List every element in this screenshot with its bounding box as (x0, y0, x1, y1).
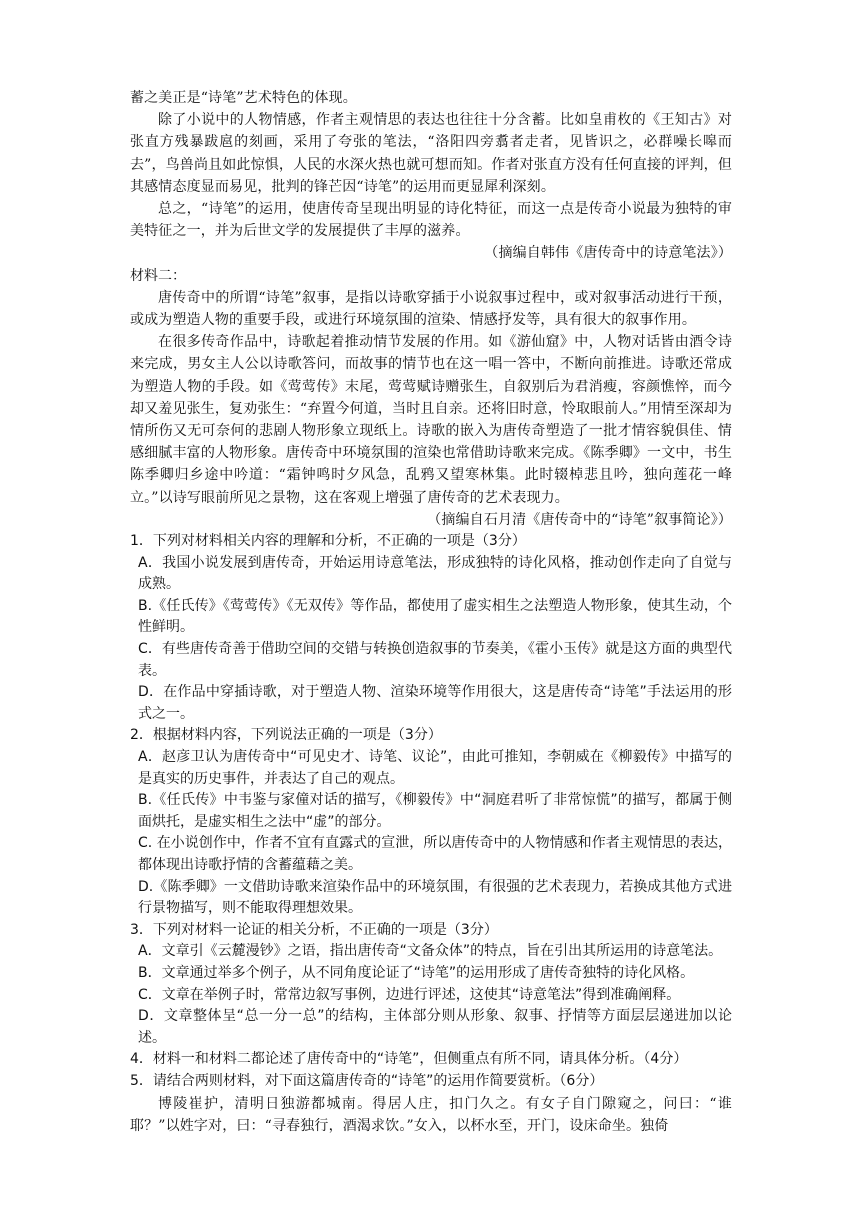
material2-paragraph: 唐传奇中的所谓“诗笔”叙事，是指以诗歌穿插于小说叙事过程中，或对叙事活动进行干预，或成为塑造人物的重要手段，或进行环境氛围的渲染、情感抒发等，具有很大的叙事作用。 (130, 289, 732, 329)
material1-source: （摘编自韩伟《唐传奇中的诗意笔法》） (484, 245, 732, 262)
material2-source: （摘编自石月清《唐传奇中的“诗笔”叙事简论》） (427, 511, 732, 528)
option-d: D．在作品中穿插诗歌，对于塑造人物、渲染环境等作用很大，这是唐传奇“诗笔”手法运用的形式之一。 (138, 684, 732, 722)
question-1 (130, 531, 732, 725)
material1-paragraph: 总之，“诗笔”的运用，使唐传奇呈现出明显的诗化特征，而这一点是传奇小说最为独特的审美特征之一，并为后世文学的发展提供了丰厚的滋养。 (130, 201, 732, 240)
question-5: 5．请结合两则材料，对下面这篇唐传奇的“诗笔”的运用作简要赏析。（6分） (130, 1072, 604, 1089)
question-2 (130, 725, 732, 919)
question-stem: 3．下列对材料一论证的相关分析，不正确的一项是（3分） (130, 921, 498, 938)
material2-heading: 材料二： (130, 267, 186, 284)
option-a: A．我国小说发展到唐传奇，开始运用诗意笔法，形成独特的诗化风格，推动创作走向了自觉与成熟。 (138, 554, 732, 593)
option-a: A．赵彦卫认为唐传奇中“可见史才、诗笔、议论”，由此可推知，李朝威在《柳毅传》中描写的是真实的历史事件，并表达了自己的观点。 (138, 749, 732, 787)
question-4: 4．材料一和材料二都论述了唐传奇中的“诗笔”，但侧重点有所不同，请具体分析。（4分） (130, 1051, 688, 1068)
material1-paragraph: 除了小说中的人物情感，作者主观情思的表达也往往十分含蓄。比如皇甫枚的《王知古》对张直方残暴跋扈的刻画，采用了夸张的笔法，“洛阳四旁翥者走者，见皆识之，必群噪长嗥而去”，鸟兽尚且如此惊惧，人民的水深火热也就可想而知。作者对张直方没有任何直接的评判，但其感情态度显而易见，批判的锋芒因“诗笔”的运用而更显犀利深刻。 (130, 112, 732, 195)
document-content (130, 87, 732, 1137)
question-stem: 1．下列对材料相关内容的理解和分析，不正确的一项是（3分） (130, 533, 526, 550)
option-c: C. 在小说创作中，作者不宜有直露式的宣泄，所以唐传奇中的人物情感和作者主观情思的表达，都体现出诗歌抒情的含蓄蕴藉之美。 (138, 835, 732, 873)
question-3 (130, 920, 732, 1050)
option-b: B.《任氏传》《莺莺传》《无双传》等作品，都使用了虚实相生之法塑造人物形象，使其生动，个性鲜明。 (138, 597, 732, 636)
material1-tail-line: 蓄之美正是“诗笔”艺术特色的体现。 (130, 90, 357, 106)
material2-paragraph: 在很多传奇作品中，诗歌起着推动情节发展的作用。如《游仙窟》中，人物对话皆由酒令诗来完成，男女主人公以诗歌答问，而故事的情节也在这一唱一答中，不断向前推进。诗歌还常成为塑造人物的手段。如《莺莺传》末尾，莺莺赋诗赠张生，自叙别后为君消瘦，容颜憔悴，而今却又羞见张生，复劝张生：“弃置今何道，当时且自亲。还将旧时意，怜取眼前人。”用情至深却为情所伤又无可奈何的悲剧人物形象立现纸上。诗歌的嵌入为唐传奇塑造了一批才情容貌俱佳、情感细腻丰富的人物形象。唐传奇中环境氛围的渲染也常借助诗歌来完成。《陈季卿》一文中，书生陈季卿归乡途中吟道：“霜钟鸣时夕风急，乱鸦又望寒林集。此时辍棹悲且吟，独向莲花一峰立。”以诗写眼前所见之景物，这在客观上增强了唐传奇的艺术表现力。 (130, 334, 732, 506)
option-d: D.《陈季卿》一文借助诗歌来渲染作品中的环境氛围，有很强的艺术表现力，若换成其他方式进行景物描写，则不能取得理想效果。 (138, 878, 732, 917)
option-b: B.《任氏传》中韦鉴与家僮对话的描写，《柳毅传》中“洞庭君听了非常惊慌”的描写，都属于侧面烘托，是虚实相生之法中“虚”的部分。 (138, 792, 732, 830)
option-c: C．文章在举例子时，常常边叙写事例，边进行评述，这使其“诗意笔法”得到准确阐释。 (138, 986, 681, 1003)
option-b: B．文章通过举多个例子，从不同角度论证了“诗笔”的运用形成了唐传奇独特的诗化风格。 (138, 964, 695, 981)
option-d: D．文章整体呈“总一分一总”的结构，主体部分则从形象、叙事、抒情等方面层层递进加以论述。 (138, 1008, 732, 1046)
passage-text: 博陵崔护，清明日独游都城南。得居人庄，扣门久之。有女子自门隙窥之，问曰：“谁耶？”以姓字对，曰：“寻春独行，酒渴求饮。”女入，以杯水至，开门，设床命坐。独倚 (130, 1095, 732, 1134)
question-stem: 2．根据材料内容，下列说法正确的一项是（3分） (130, 727, 442, 744)
option-a: A．文章引《云麓漫钞》之语，指出唐传奇“文备众体”的特点，旨在引出其所运用的诗意笔法。 (138, 943, 723, 960)
option-c: C．有些唐传奇善于借助空间的交错与转换创造叙事的节奏美，《霍小玉传》就是这方面的典型代表。 (138, 641, 732, 679)
